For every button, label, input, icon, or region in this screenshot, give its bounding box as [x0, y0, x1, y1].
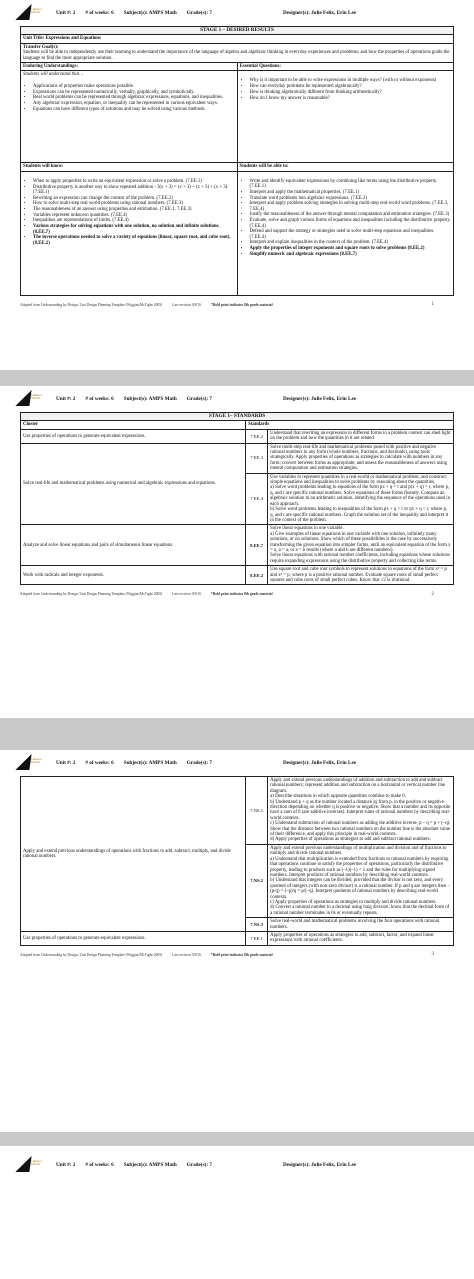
list-item: • Interpret and apply problem solving strategies in solving multi-step real-world word problems. (7.EE.3, 7.EE.4) [250, 201, 452, 212]
eq-label: Essential Questions: [237, 63, 454, 71]
list-item: • Write and identify equivalent expressions by combining like terms using the distributive property. (7.EE.1) [250, 179, 452, 190]
designers: Designer(s): Julie Felix, Erin Lee [283, 396, 357, 402]
unit-number: Unit #: 2 [56, 1162, 76, 1168]
list-item: • Simplify numeric and algebraic expressions (8.EE.7) [250, 252, 452, 257]
list-item: • Why is it important to be able to write expressions in multiple ways? (with or without exponents) [250, 78, 452, 83]
table-row: 7.EE.4 Use variables to represent quantities in a real-world or mathematical problem, and construct simple equations and inequalities to solve problems by reasoning about the quantities. a) Solve word problems leading to equations of the form px + q = r and p(x + q) = r, where p, q, and r are specific rational numbers. Solve equations of these forms fluently. Compare an algebraic solution to an arithmetic solution, identifying the sequence of the operations used in each approach. b) Solve word problems leading to inequalities of the form px + q > r or px + q < r, where p, q, and r are specific rational numbers. Graph the solution set of the inequality and interpret it in the context of the problem. [21, 473, 454, 525]
list-item: • Inequalities are representations of limits. (7.EE.4) [33, 218, 235, 223]
list-item: • Equations can have different types of solutions and may be solved using various methods. [33, 107, 235, 112]
weeks-count: # of weeks: 6 [85, 396, 114, 402]
table-row: Apply and extend previous understandings of operations with fractions to add, subtract, multiply, and divide rational numbers. 7.NS.1 Apply and extend previous understandings of addition and subtraction to add and subtract rational numbers; represent addition and subtraction on a horizontal or vertical number line diagram. a) Describe situations in which opposite quantities combine to make 0. b) Understand p + q as the number located a distance |q| from p, in the positive or negative direction depending on whether q is positive or negative. Show that a number and its opposite have a sum of 0 (are additive inverses). Interpret sums of rational numbers by describing real-world contexts. c) Understand subtraction of rational numbers as adding the additive inverse, p – q = p + (–q). Show that the distance between two rational numbers on the number line is the absolute value of their difference, and apply this principle in real-world contexts. d) Apply properties of operations as strategies to add and subtract rational numbers. [21, 777, 454, 845]
list-item: • Rewriting an expression can change the context of the problem. (7.EE.2) [33, 196, 235, 201]
page-header [20, 750, 454, 776]
subject: Subject(s): AMPS Math [123, 1162, 177, 1168]
page-4 [0, 1146, 474, 1279]
list-item: • Any algebraic expression, equation, or inequality can be represented in various equivalent ways. [33, 101, 235, 106]
table-row: Solve real-life and mathematical problems using numerical and algebraic expressions and equations. 7.EE.3 Solve multi-step real-life and mathematical problems posed with positive and negative rational numbers in any form (whole numbers, fractions, and decimals), using tools strategically. Apply properties of operations as strategies to calculate with numbers in any form; convert between forms as appropriate; and assess the reasonableness of answers using mental computation and estimation strategies. [21, 443, 454, 473]
table-row: Analyze and solve linear equations and pairs of simultaneous linear equations. 8.EE.7 Solve linear equations in one variable. a) Give examples of linear equations in one variable with one solution, infinitely many solutions, or no solutions. Show which of these possibilities is the case by successively transforming the given equation into simpler forms, until an equivalent equation of the form x = a, a = a, or a = b results (where a and b are different numbers). Solve linear equations with rational number coefficients, including equations whose solutions require expanding expressions using the distributive property and collecting like terms. [21, 525, 454, 566]
unit-number: Unit #: 2 [56, 396, 76, 402]
page-header [20, 386, 454, 412]
unit-number: Unit #: 2 [56, 10, 76, 16]
unit-title: Unit Title: Expressions and Equations [21, 35, 454, 43]
list-item: • Applications of properties make operations possible. [33, 84, 235, 89]
page-2 [0, 386, 474, 718]
table-row: Use properties of operations to generate equivalent expressions. 7.EE.1 Apply properties of operations as strategies to add, subtract, factor, and expand linear expressions with rational coefficients. [21, 931, 454, 945]
page-footer: Adapted from Understanding by Design, Unit Design Planning Template (Wiggins/McTighe 2005) Last revision 9/8/16 *Bold print indicates 8th grade material 3 [20, 952, 434, 958]
page-1 [0, 0, 474, 370]
students-will-be-able [237, 171, 454, 295]
list-item: • Distributive property is another way to show repeated addition - 3(x + 3) = (x + 3) + (x + 3) + (x + 3). (7.EE.1) [33, 185, 235, 196]
col-cluster: Cluster [21, 421, 246, 429]
designers: Designer(s): Julie Felix, Erin Lee [283, 760, 357, 766]
school-logo: Lakeland Schools [20, 754, 46, 772]
know-label: Students will know: [21, 163, 238, 171]
desired-results-table [20, 26, 454, 296]
page-footer: Adapted from Understanding by Design, Unit Design Planning Template (Wiggins/McTighe 2005) Last revision 9/8/16 *Bold print indicates 8th grade material 1 [20, 302, 434, 308]
list-item: • How do I know my answer is reasonable? [250, 96, 452, 101]
weeks-count: # of weeks: 6 [85, 760, 114, 766]
standards-table-continued [20, 776, 454, 946]
stage-title: STAGE 1 – DESIRED RESULTS [21, 27, 454, 35]
standards-table [20, 412, 454, 585]
grade: Grade(s): 7 [186, 396, 212, 402]
page-3 [0, 750, 474, 1132]
transfer-goal: Transfer Goal(s): Students will be able to independently use their learning to understand the importance of the language of algebra and algebraic thinking in everyday experiences and problems, and how the properties of operations guide the language to find the most appropriate solution. [21, 43, 454, 62]
list-item: • Various strategies for solving equations with one solution, no solution and infinite solutions. (8.EE.7) [33, 224, 235, 235]
weeks-count: # of weeks: 6 [85, 10, 114, 16]
unit-number: Unit #: 2 [56, 760, 76, 766]
grade: Grade(s): 7 [186, 1162, 212, 1168]
list-item: • The reasonableness of an answer using properties and estimation. (7.EE.1, 7.EE.3) [33, 207, 235, 212]
designers: Designer(s): Julie Felix, Erin Lee [283, 1162, 357, 1168]
table-row: 7.NS.3 Solve real-world and mathematical problems involving the four operations with rational numbers. [21, 918, 454, 932]
list-item: • Real world problems can be represented through algebraic expressions, equations, and inequalities. [33, 95, 235, 100]
page-footer: Adapted from Understanding by Design, Unit Design Planning Template (Wiggins/McTighe 2005) Last revision 9/8/16 *Bold print indicates 8th grade material 2 [20, 591, 434, 597]
subject: Subject(s): AMPS Math [123, 396, 177, 402]
col-standards: Standards [246, 421, 454, 429]
subject: Subject(s): AMPS Math [123, 760, 177, 766]
essential-questions [237, 71, 454, 163]
grade: Grade(s): 7 [186, 760, 212, 766]
list-item: • Variables represent unknown quantities. (7.EE.4) [33, 213, 235, 218]
list-item: • Translate word problems into algebraic expressions. (7.EE.2) [250, 196, 452, 201]
school-logo: Lakeland Schools [20, 390, 46, 408]
list-item: • The inverse operations needed to solve a variety of equations (linear, square root, and cube root). (8.EE.2) [33, 235, 235, 246]
subject: Subject(s): AMPS Math [123, 10, 177, 16]
designers: Designer(s): Julie Felix, Erin Lee [283, 10, 357, 16]
list-item: • Interpret and explain inequalities in the context of the problem. (7.EE.4) [250, 240, 452, 245]
able-label: Students will be able to: [237, 163, 454, 171]
school-logo: Lakeland Schools [20, 4, 46, 22]
eu-label: Enduring Understandings: [21, 63, 238, 71]
list-item: • Defend and support the strategy or strategies used to solve multi-step equations and inequalities. (7.EE.4) [250, 229, 452, 240]
grade: Grade(s): 7 [186, 10, 212, 16]
weeks-count: # of weeks: 6 [85, 1162, 114, 1168]
list-item: • Evaluate, solve and graph various forms of equations and inequalities including the distributive property. (7.EE.4) [250, 218, 452, 229]
list-item: • How can everyday problems be represented algebraically? [250, 84, 452, 89]
page-header [20, 1152, 454, 1178]
table-row: Work with radicals and integer exponents. 8.EE.2 Use square root and cube root symbols to represent solutions to equations of the form x² = p and x³ = p, where p is a positive rational number. Evaluate square roots of small perfect squares and cube roots of small perfect cubes. Know that √2 is irrational. [21, 566, 454, 585]
table-row: Use properties of operations to generate equivalent expressions. 7.EE.2 Understand that rewriting an expression in different forms in a problem context can shed light on the problem and how the quantities in it are related. [21, 429, 454, 443]
students-will-know [21, 171, 238, 295]
list-item: • Interpret and apply the mathematical properties. (7.EE.1) [250, 190, 452, 195]
list-item: • How to solve multi-step real world problems using rational numbers. (7.EE.3) [33, 201, 235, 206]
list-item: • Justify the reasonableness of the answer through mental computation and estimation strategies. (7.EE.3) [250, 212, 452, 217]
list-item: • How is thinking algebraically different from thinking arithmetically? [250, 90, 452, 95]
page-header [20, 0, 454, 26]
table-row: 7.NS.2 Apply and extend previous understandings of multiplication and division and of fractions to multiply and divide rational numbers. a) Understand that multiplication is extended from fractions to rational numbers by requiring that operations continue to satisfy the properties of operations, particularly the distributive property, leading to products such as (–1)(–1) = 1 and the rules for multiplying signed numbers. Interpret products of rational numbers by describing real-world contexts. b) Understand that integers can be divided, provided that the divisor is not zero, and every quotient of integers (with non-zero divisor) is a rational number. If p and q are integers then –(p/q) = (–p)/q = p/(–q). Interpret quotients of rational numbers by describing real-world contexts. c) Apply properties of operations as strategies to multiply and divide rational numbers. d) Convert a rational number to a decimal using long division; know that the decimal form of a rational number terminates in 0s or eventually repeats. [21, 844, 454, 917]
enduring-understandings: Students will understand that… • Applications of properties make operations possible. • Expressions can be represented numerically, verbally, graphically, and symbolically. • Real world problems can be represented through algebraic expressions, equations, and inequalities. • Any algebraic expression, equation, or inequality can be represented in various equivalent ways. • Equations can have different types of solutions and may be solved using various methods. [21, 71, 238, 163]
list-item: • Expressions can be represented numerically, verbally, graphically, and symbolically. [33, 90, 235, 95]
stage-title: STAGE 1– STANDARDS [21, 413, 454, 421]
list-item: • Apply the properties of integer exponents and square roots to solve problems (8.EE.2) [250, 246, 452, 251]
list-item: • When to apply properties to write an equivalent expression or solve a problem. (7.EE.1) [33, 179, 235, 184]
school-logo: Lakeland Schools [20, 1156, 46, 1174]
